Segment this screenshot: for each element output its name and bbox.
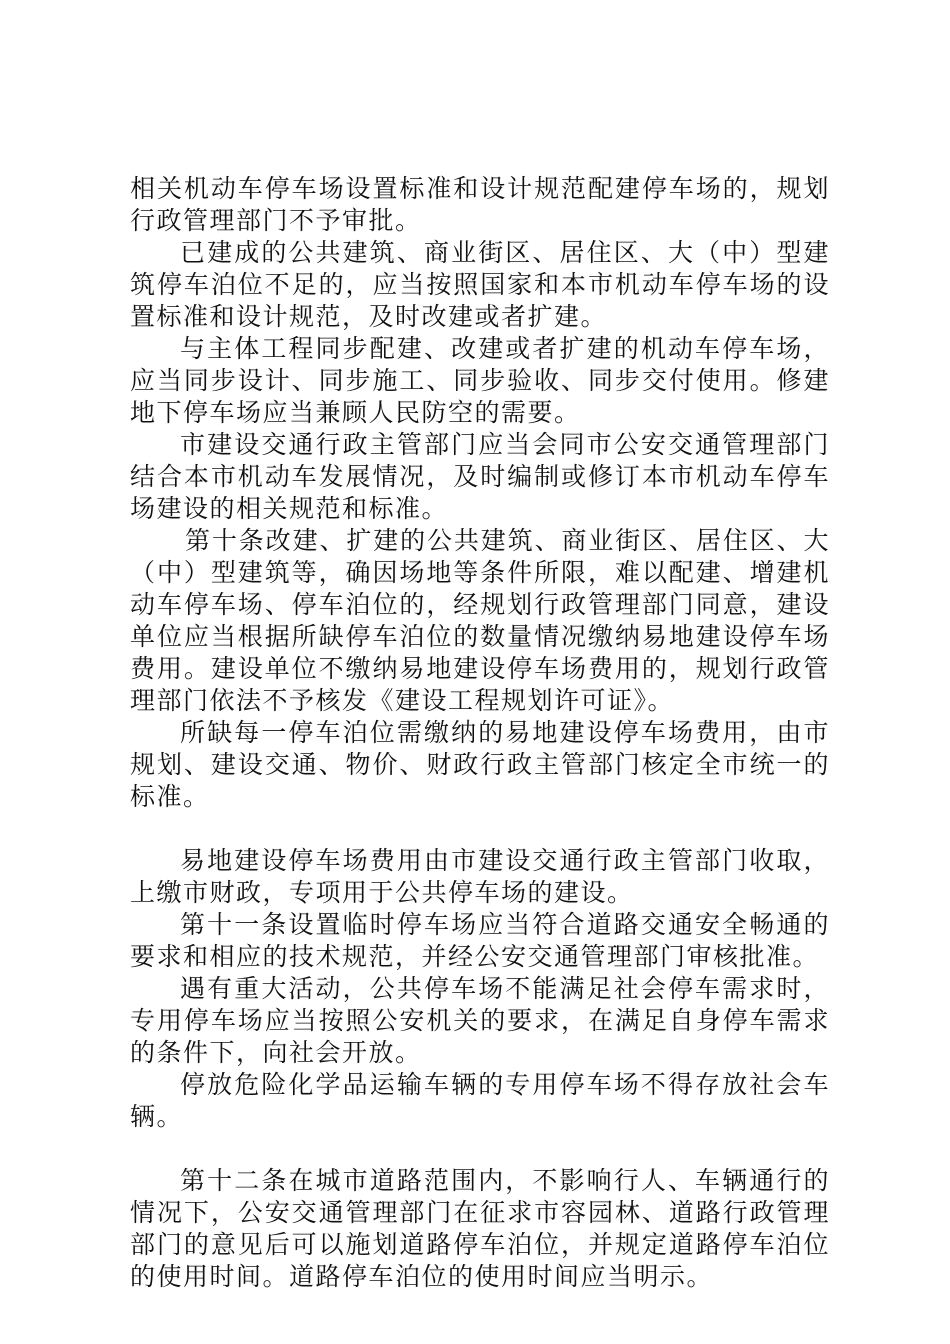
- article-11-paragraph: 第十一条设置临时停车场应当符合道路交通安全畅通的要求和相应的技术规范，并经公安交通管理部门审核批准。: [130, 910, 830, 971]
- paragraph-10: 停放危险化学品运输车辆的专用停车场不得存放社会车辆。: [130, 1070, 830, 1131]
- paragraph-2: 已建成的公共建筑、商业街区、居住区、大（中）型建筑停车泊位不足的，应当按照国家和本市机动车停车场的设置标准和设计规范，及时改建或者扩建。: [130, 238, 830, 331]
- document-body: [130, 173, 830, 1293]
- article-10-paragraph: 第十条改建、扩建的公共建筑、商业街区、居住区、大（中）型建筑等，确因场地等条件所限，难以配建、增建机动车停车场、停车泊位的，经规划行政管理部门同意，建设单位应当根据所缺停车泊位的数量情况缴纳易地建设停车场费用。建设单位不缴纳易地建设停车场费用的，规划行政管理部门依法不予核发《建设工程规划许可证》。: [130, 526, 830, 715]
- paragraph-9: 遇有重大活动，公共停车场不能满足社会停车需求时，专用停车场应当按照公安机关的要求，在满足自身停车需求的条件下，向社会开放。: [130, 974, 830, 1067]
- paragraph-3: 与主体工程同步配建、改建或者扩建的机动车停车场，应当同步设计、同步施工、同步验收、同步交付使用。修建地下停车场应当兼顾人民防空的需要。: [130, 334, 830, 427]
- paragraph-4: 市建设交通行政主管部门应当会同市公安交通管理部门结合本市机动车发展情况，及时编制或修订本市机动车停车场建设的相关规范和标准。: [130, 430, 830, 523]
- article-12-paragraph: 第十二条在城市道路范围内，不影响行人、车辆通行的情况下，公安交通管理部门在征求市容园林、道路行政管理部门的意见后可以施划道路停车泊位，并规定道路停车泊位的使用时间。道路停车泊位的使用时间应当明示。: [130, 1166, 830, 1291]
- paragraph-1: 相关机动车停车场设置标准和设计规范配建停车场的，规划行政管理部门不予审批。: [130, 174, 830, 235]
- paragraph-7: 易地建设停车场费用由市建设交通行政主管部门收取，上缴市财政，专项用于公共停车场的建设。: [130, 846, 830, 907]
- paragraph-6: 所缺每一停车泊位需缴纳的易地建设停车场费用，由市规划、建设交通、物价、财政行政主管部门核定全市统一的标准。: [130, 718, 830, 811]
